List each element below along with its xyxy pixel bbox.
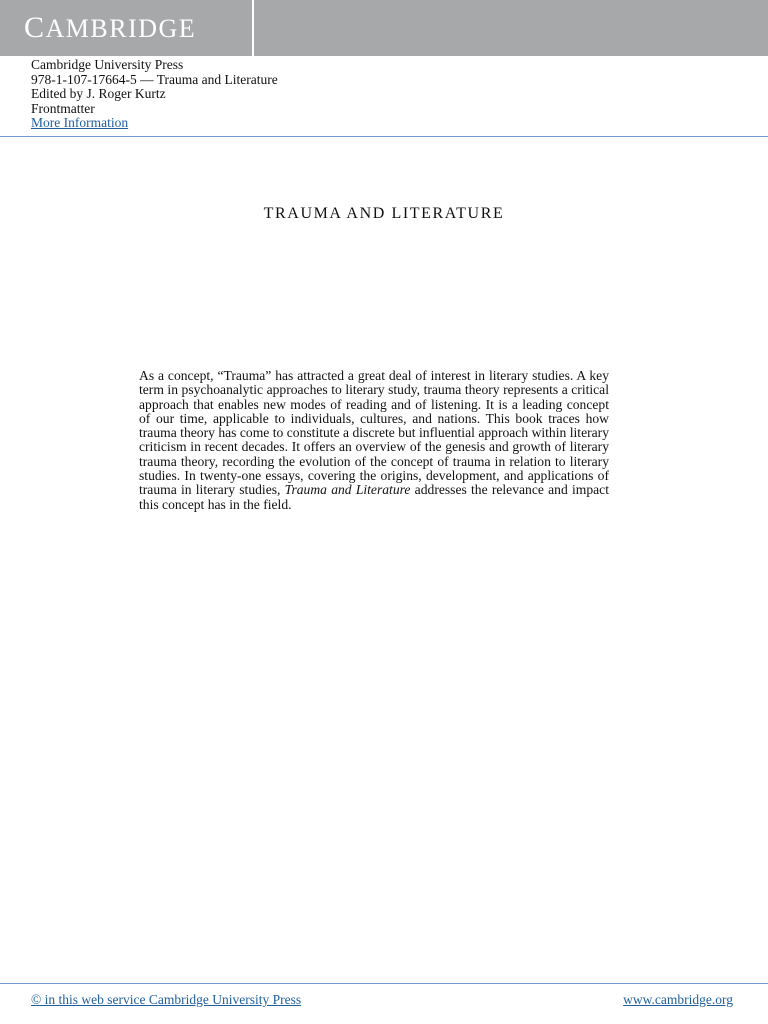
book-description: [139, 369, 609, 512]
book-title: TRAUMA AND LITERATURE: [263, 205, 505, 222]
logo-box: [0, 0, 254, 56]
editor-line: Edited by J. Roger Kurtz: [31, 86, 166, 102]
description-text: As a concept, “Trauma” has attracted a great deal of interest in literary studies. A key term in psychoanalytic approaches to literary study, trauma theory represents a critical approach that enables new modes of reading and of listening. It is a leading concept of our time, applicable to individuals, cultures, and nations. This book traces how trauma theory has come to constitute a discrete but influential approach within literary criticism in recent decades. It offers an overview of the genesis and growth of literary trauma theory, recording the evolution of the concept of trauma in relation to literary studies. In twenty-one essays, covering the origins, development, and applications of trauma in literary studies,: [139, 368, 609, 498]
section-label: Frontmatter: [31, 100, 95, 116]
website-link[interactable]: www.cambridge.org: [623, 992, 733, 1007]
book-metadata: [31, 58, 278, 131]
publisher-name: Cambridge University Press: [31, 57, 184, 72]
copyright-link[interactable]: © in this web service Cambridge University Press: [31, 992, 302, 1007]
description-italic-title: Trauma and Literature: [284, 482, 411, 498]
cambridge-logo: CAMBRIDGE: [24, 11, 197, 44]
header-banner: [0, 0, 768, 56]
footer-divider: [0, 983, 768, 984]
more-information-link[interactable]: More Information: [31, 115, 129, 131]
description-ending: addresses the relevance and impact this concept has in the field.: [139, 482, 609, 512]
isbn-and-title: 978-1-107-17664-5 — Trauma and Literature: [31, 71, 278, 87]
header-divider: [0, 136, 768, 137]
